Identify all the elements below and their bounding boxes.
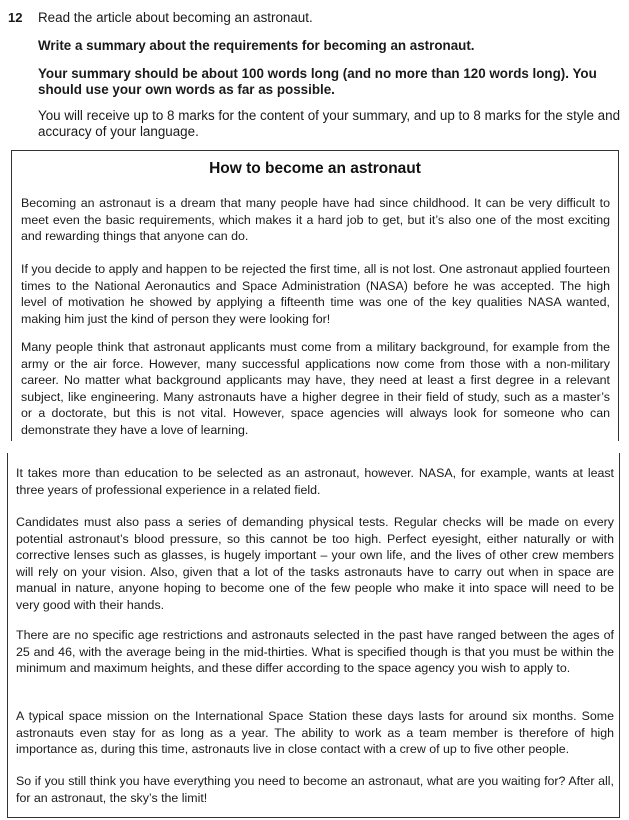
article-paragraph-1: Becoming an astronaut is a dream that many people have had since childhood. It can be very difficult to meet even the basic requirements, which makes it a hard job to get, but it’s also one of the most exciting and rewarding things that anyone can do. [21, 196, 610, 244]
article-box-top [11, 150, 619, 441]
marks-instruction: You will receive up to 8 marks for the content of your summary, and up to 8 marks for the style and accuracy of your language. [38, 108, 621, 139]
article-paragraph-8: So if you still think you have everything you need to become an astronaut, what are you waiting for? After all, for an astronaut, the sky’s the limit! [16, 774, 614, 805]
article-paragraph-7: A typical space mission on the International Space Station these days lasts for around six months. Some astronauts even stay for as long as a year. The ability to work as a team member is therefore of high importance as, during this time, astronauts live in close contact with a crew of up to five other people. [16, 709, 614, 757]
article-paragraph-4: It takes more than education to be selected as an astronaut, however. NASA, for example, wants at least three years of professional experience in a related field. [16, 466, 614, 497]
question-intro: Read the article about becoming an astronaut. [38, 10, 313, 25]
article-box-bottom [7, 453, 620, 818]
article-paragraph-6: There are no specific age restrictions and astronauts selected in the past have ranged between the ages of 25 and 46, with the average being in the mid-thirties. What is specified though is that you must be within the minimum and maximum heights, and these differ according to the space agency you wish to apply to. [16, 628, 614, 676]
article-paragraph-5: Candidates must also pass a series of demanding physical tests. Regular checks will be made on every potential astronaut’s blood pressure, so this cannot be too high. Perfect eyesight, either naturally or with corrective lenses such as glasses, is hugely important – your own life, and the lives of other crew members will rely on your vision. Also, given that a lot of the tasks astronauts have to carry out when in space are manual in nature, anyone hoping to become one of the few people who make it into space will need to be very good with their hands. [16, 515, 614, 612]
task-instruction: Write a summary about the requirements for becoming an astronaut. [38, 38, 475, 53]
question-number: 12 [8, 10, 23, 25]
article-paragraph-3: Many people think that astronaut applicants must come from a military background, for example from the army or the air force. However, many successful applications now come from those with a non-military career. No matter what background applicants may have, they need at least a first degree in a relevant subject, like engineering. Many astronauts have a higher degree in their field of study, such as a master’s or a doctorate, but this is not vital. However, space agencies will always look for someone who can demonstrate they have a love of learning. [21, 340, 610, 437]
article-paragraph-2: If you decide to apply and happen to be rejected the first time, all is not lost. One astronaut applied fourteen times to the National Aeronautics and Space Administration (NASA) before he was accepted. The high level of motivation he showed by applying a fifteenth time was one of the key qualities NASA wanted, making him just the kind of person they were looking for! [21, 262, 610, 326]
article-title: How to become an astronaut [209, 160, 421, 177]
length-instruction: Your summary should be about 100 words long (and no more than 120 words long). You should use your own words as far as possible. [38, 66, 597, 97]
